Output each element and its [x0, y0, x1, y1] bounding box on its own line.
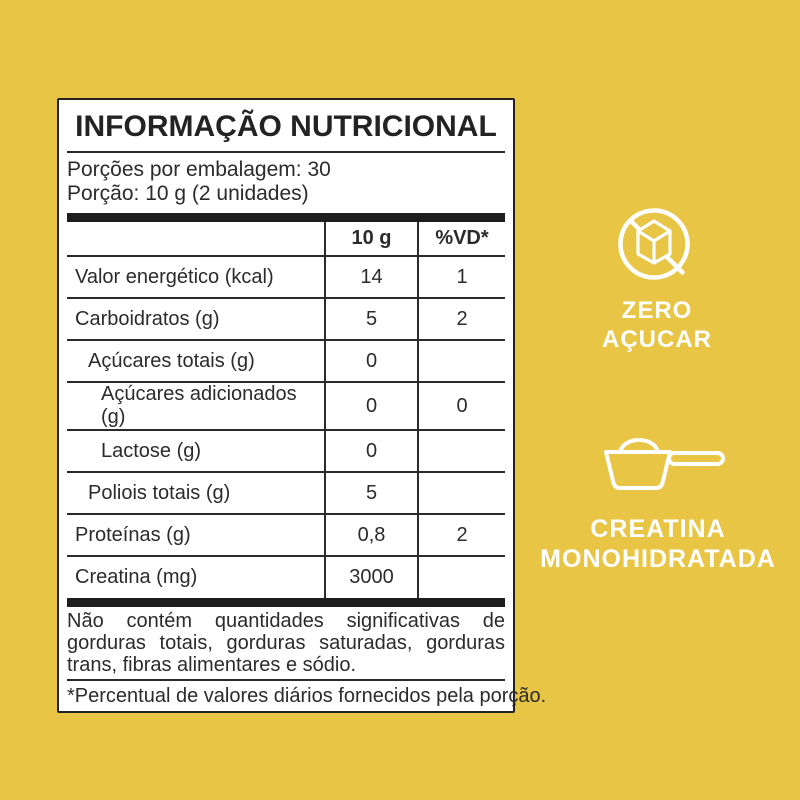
nutrition-table: [67, 222, 505, 598]
nutrient-name: Açúcares adicionados (g): [101, 383, 297, 428]
insignificant-amounts-note: Não contém quantidades significativas de gorduras totais, gorduras saturadas, gorduras trans, fibras alimentares e sódio.: [67, 610, 505, 676]
nutrient-name: Açúcares totais (g): [88, 349, 255, 372]
nutrition-facts-panel: [57, 98, 547, 713]
table-row: [67, 298, 505, 340]
nutrient-name: Creatina (mg): [75, 566, 198, 588]
table-row: [67, 430, 505, 472]
nutrient-name: Lactose (g): [101, 439, 202, 462]
title-divider: [67, 151, 505, 153]
nutrient-amount: 0: [325, 430, 418, 472]
nutrient-dv: 2: [456, 523, 468, 546]
nutrient-name: Poliois totais (g): [88, 481, 231, 504]
nutrient-name: Proteínas (g): [75, 523, 191, 546]
nutrient-dv: [418, 472, 505, 514]
nutrient-amount: 0: [325, 340, 418, 382]
table-row: [67, 514, 505, 556]
nutrient-amount: 5: [325, 472, 418, 514]
serving-info: [67, 158, 505, 206]
nutrient-dv: [418, 340, 505, 382]
nutrient-name: Carboidratos (g): [75, 307, 220, 330]
servings-per-package: Porções por embalagem: 30: [67, 158, 331, 181]
nutrient-dv: [418, 430, 505, 472]
nutrient-amount: 3000: [325, 556, 418, 598]
no-sugar-icon: [612, 202, 696, 291]
serving-size: Porção: 10 g (2 unidades): [67, 182, 309, 205]
table-row: [67, 556, 505, 598]
thick-divider-top: [67, 213, 505, 222]
nutrient-amount: 14: [325, 256, 418, 298]
daily-value-footnote: *Percentual de valores diários fornecidos pela porção.: [67, 685, 547, 707]
table-row: [67, 340, 505, 382]
table-header-row: [67, 222, 505, 256]
nutrient-amount: 0,8: [325, 514, 418, 556]
nutrition-title: INFORMAÇÃO NUTRICIONAL: [75, 110, 497, 143]
nutrient-dv: 2: [456, 307, 468, 330]
zero-sugar-line2: AÇUCAR: [602, 326, 712, 353]
header-amount: 10 g: [325, 222, 418, 256]
nutrient-dv: 0: [456, 394, 468, 417]
nutrient-dv: [418, 556, 505, 598]
creatine-label: [528, 514, 788, 574]
zero-sugar-label: [552, 296, 762, 354]
nutrient-amount: 5: [325, 298, 418, 340]
creatine-line1: CREATINA: [590, 515, 726, 543]
creatine-line2: MONOHIDRATADA: [540, 545, 776, 573]
table-row: [67, 256, 505, 298]
header-daily-value: %VD*: [435, 227, 489, 249]
scoop-icon: [600, 430, 730, 503]
thick-divider-bottom: [67, 598, 505, 607]
table-row: [67, 472, 505, 514]
header-empty-cell: [67, 222, 325, 256]
nutrient-name: Valor energético (kcal): [75, 265, 274, 288]
nutrient-dv: 1: [456, 265, 468, 288]
zero-sugar-line1: ZERO: [621, 297, 693, 324]
table-row: [67, 382, 505, 430]
nutrient-amount: 0: [325, 382, 418, 430]
